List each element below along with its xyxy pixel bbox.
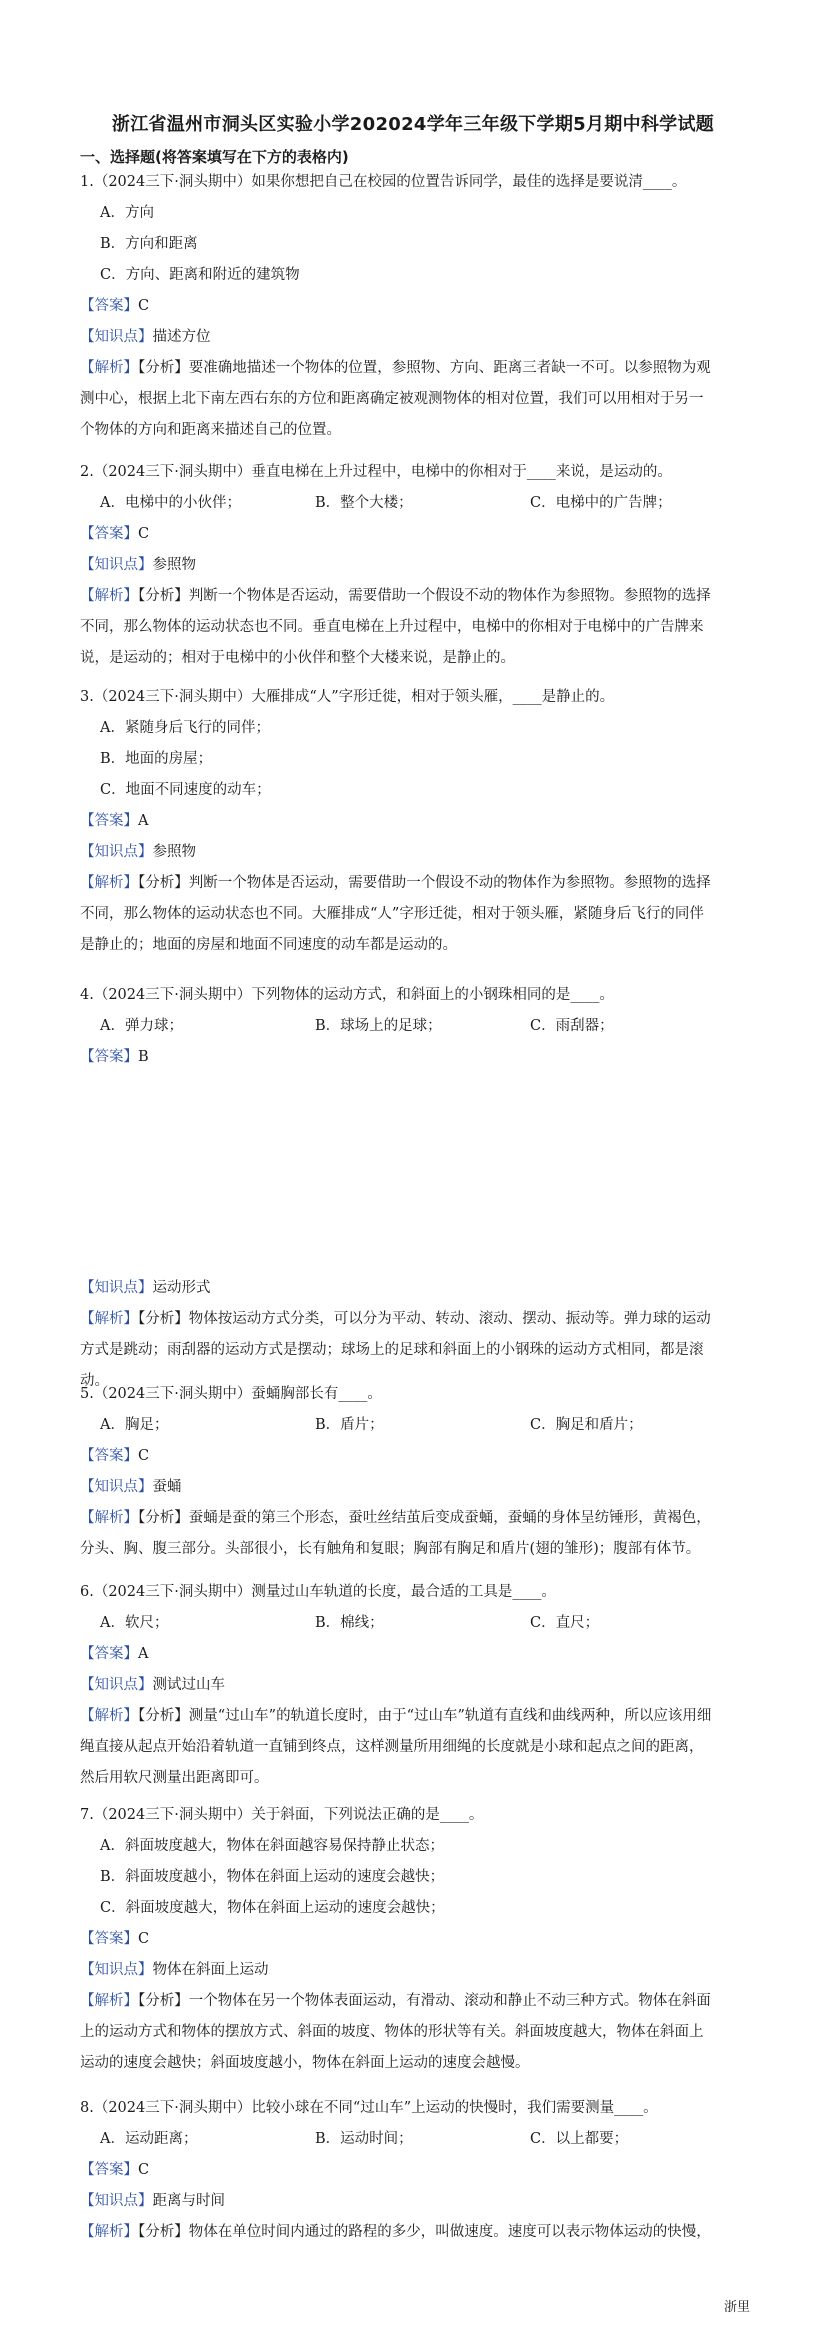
answer-option: B．盾片； (315, 1417, 384, 1433)
knowledge-line (80, 555, 196, 575)
analysis-line (80, 420, 341, 440)
knowledge-line (80, 842, 196, 862)
answer-value: C (138, 2162, 150, 2178)
knowledge-value: 蚕蛹 (152, 1479, 182, 1495)
knowledge-value: 参照物 (152, 557, 196, 573)
analysis-label: 【解析】 (80, 1708, 138, 1724)
analysis-text: 运动的速度会越快；斜面坡度越小，物体在斜面上运动的速度会越慢。 (80, 2055, 530, 2071)
answer-line (80, 1047, 149, 1067)
answer-option: A．方向 (100, 205, 154, 221)
answer-option: B．斜面坡度越小，物体在斜面上运动的速度会越快； (100, 1869, 445, 1885)
analysis-label: 【解析】 (80, 1993, 138, 2009)
analysis-sub-label: 【分析】 (138, 1708, 189, 1724)
analysis-line (80, 586, 711, 606)
knowledge-line (80, 1477, 182, 1497)
answer-label: 【答案】 (80, 1448, 138, 1464)
answer-option: A．胸足； (100, 1417, 169, 1433)
answer-label: 【答案】 (80, 526, 138, 542)
question-stem: 8.（2024三下·洞头期中）比较小球在不同“过山车”上运动的快慢时，我们需要测量____。 (80, 2100, 658, 2116)
answer-value: C (138, 1448, 150, 1464)
analysis-line (80, 358, 711, 378)
analysis-line (80, 1737, 704, 1757)
answer-label: 【答案】 (80, 1646, 138, 1662)
analysis-label: 【解析】 (80, 1510, 138, 1526)
analysis-text: 上的运动方式和物体的摆放方式、斜面的坡度、物体的形状等有关。斜面坡度越大，物体在斜面上 (80, 2024, 704, 2040)
analysis-text: 一个物体在另一个物体表面运动，有滑动、滚动和静止不动三种方式。物体在斜面 (188, 1993, 711, 2009)
analysis-line (80, 1991, 711, 2011)
answer-label: 【答案】 (80, 2162, 138, 2178)
analysis-line (80, 873, 711, 893)
analysis-text: 物体按运动方式分类，可以分为平动、转动、滚动、摆动、振动等。弹力球的运动 (188, 1311, 711, 1327)
analysis-text: 方式是跳动；雨刮器的运动方式是摆动；球场上的足球和斜面上的小钢珠的运动方式相同，都是滚 (80, 1342, 704, 1358)
answer-option: A．软尺； (100, 1615, 169, 1631)
analysis-line (80, 1539, 700, 1559)
knowledge-value: 测试过山车 (152, 1677, 225, 1693)
analysis-label: 【解析】 (80, 2224, 138, 2240)
answer-label: 【答案】 (80, 1049, 138, 1065)
analysis-text: 测量“过山车”的轨道长度时，由于“过山车”轨道有直线和曲线两种，所以应该用细 (188, 1708, 712, 1724)
analysis-text: 要准确地描述一个物体的位置，参照物、方向、距离三者缺一不可。以参照物为观 (188, 360, 711, 376)
analysis-line (80, 2222, 711, 2242)
knowledge-label: 【知识点】 (80, 2193, 153, 2209)
analysis-text: 蚕蛹是蚕的第三个形态，蚕吐丝结茧后变成蚕蛹，蚕蛹的身体呈纺锤形，黄褐色， (188, 1510, 711, 1526)
answer-line (80, 1446, 149, 1466)
knowledge-label: 【知识点】 (80, 557, 153, 573)
answer-value: C (138, 1931, 150, 1947)
answer-option: A．电梯中的小伙伴； (100, 495, 241, 511)
answer-option: C．地面不同速度的动车； (100, 782, 271, 798)
answer-option: B．方向和距离 (100, 236, 198, 252)
section-heading: 一、选择题(将答案填写在下方的表格内) (80, 148, 349, 166)
answer-option: C．方向、距离和附近的建筑物 (100, 267, 300, 283)
answer-label: 【答案】 (80, 298, 138, 314)
analysis-label: 【解析】 (80, 588, 138, 604)
analysis-text: 判断一个物体是否运动，需要借助一个假设不动的物体作为参照物。参照物的选择 (188, 875, 711, 891)
answer-option: B．棉线； (315, 1615, 384, 1631)
answer-option: A．斜面坡度越大，物体在斜面越容易保持静止状态； (100, 1838, 444, 1854)
answer-option: A．弹力球； (100, 1018, 183, 1034)
answer-label: 【答案】 (80, 813, 138, 829)
analysis-line (80, 2022, 704, 2042)
question-stem: 2.（2024三下·洞头期中）垂直电梯在上升过程中，电梯中的你相对于____来说，是运动的。 (80, 464, 672, 480)
analysis-line (80, 935, 457, 955)
analysis-label: 【解析】 (80, 875, 138, 891)
analysis-line (80, 1309, 711, 1329)
analysis-label: 【解析】 (80, 1311, 138, 1327)
analysis-text: 是静止的；地面的房屋和地面不同速度的动车都是运动的。 (80, 937, 457, 953)
knowledge-line (80, 1675, 225, 1695)
answer-value: C (138, 298, 150, 314)
answer-line (80, 1644, 148, 1664)
answer-option: C．雨刮器； (530, 1018, 614, 1034)
analysis-text: 不同，那么物体的运动状态也不同。垂直电梯在上升过程中，电梯中的你相对于电梯中的广告牌来 (80, 619, 704, 635)
answer-option: B．整个大楼； (315, 495, 413, 511)
analysis-line (80, 904, 704, 924)
knowledge-line (80, 2191, 225, 2211)
knowledge-label: 【知识点】 (80, 329, 153, 345)
answer-line (80, 2160, 149, 2180)
answer-option: A．运动距离； (100, 2131, 198, 2147)
answer-value: C (138, 526, 150, 542)
question-stem: 5.（2024三下·洞头期中）蚕蛹胸部长有____。 (80, 1386, 382, 1402)
answer-option: C．胸足和盾片； (530, 1417, 643, 1433)
knowledge-value: 物体在斜面上运动 (152, 1962, 269, 1978)
answer-line (80, 811, 148, 831)
knowledge-label: 【知识点】 (80, 1479, 153, 1495)
question-stem: 7.（2024三下·洞头期中）关于斜面，下列说法正确的是____。 (80, 1807, 484, 1823)
answer-value: A (138, 813, 149, 829)
knowledge-label: 【知识点】 (80, 1280, 153, 1296)
analysis-text: 然后用软尺测量出距离即可。 (80, 1770, 269, 1786)
answer-option: B．球场上的足球； (315, 1018, 442, 1034)
analysis-text: 分头、胸、腹三部分。头部很小，长有触角和复眼；胸部有胸足和盾片(翅的雏形)；腹部有体节。 (80, 1541, 701, 1557)
answer-line (80, 524, 149, 544)
analysis-sub-label: 【分析】 (138, 1311, 189, 1327)
analysis-text: 动。 (80, 1373, 109, 1389)
answer-option: C．电梯中的广告牌； (530, 495, 672, 511)
answer-line (80, 1929, 149, 1949)
analysis-text: 个物体的方向和距离来描述自己的位置。 (80, 422, 341, 438)
analysis-line (80, 1340, 704, 1360)
question-stem: 3.（2024三下·洞头期中）大雁排成“人”字形迁徙，相对于领头雁，____是静止的。 (80, 689, 615, 705)
analysis-text: 绳直接从起点开始沿着轨道一直铺到终点，这样测量所用细绳的长度就是小球和起点之间的距离， (80, 1739, 704, 1755)
analysis-text: 说，是运动的；相对于电梯中的小伙伴和整个大楼来说，是静止的。 (80, 650, 515, 666)
knowledge-line (80, 1960, 269, 1980)
analysis-sub-label: 【分析】 (138, 588, 189, 604)
analysis-text: 测中心，根据上北下南左西右东的方位和距离确定被观测物体的相对位置，我们可以用相对于另一 (80, 391, 704, 407)
page-title: 浙江省温州市洞头区实验小学202024学年三年级下学期5月期中科学试题 (111, 114, 715, 135)
answer-option: B．运动时间； (315, 2131, 413, 2147)
knowledge-value: 运动形式 (152, 1280, 211, 1296)
question-stem: 6.（2024三下·洞头期中）测量过山车轨道的长度，最合适的工具是____。 (80, 1584, 556, 1600)
answer-option: C．斜面坡度越大，物体在斜面上运动的速度会越快； (100, 1900, 445, 1916)
analysis-line (80, 1768, 269, 1788)
answer-option: C．以上都要； (530, 2131, 629, 2147)
knowledge-label: 【知识点】 (80, 1677, 153, 1693)
analysis-sub-label: 【分析】 (138, 875, 189, 891)
analysis-line (80, 1706, 711, 1726)
knowledge-label: 【知识点】 (80, 1962, 153, 1978)
analysis-line (80, 648, 515, 668)
analysis-sub-label: 【分析】 (138, 1510, 189, 1526)
answer-value: A (138, 1646, 149, 1662)
knowledge-value: 参照物 (152, 844, 196, 860)
question-stem: 4.（2024三下·洞头期中）下列物体的运动方式，和斜面上的小钢珠相同的是____。 (80, 987, 614, 1003)
knowledge-label: 【知识点】 (80, 844, 153, 860)
analysis-label: 【解析】 (80, 360, 138, 376)
answer-option: C．直尺； (530, 1615, 600, 1631)
analysis-line (80, 1508, 711, 1528)
knowledge-value: 描述方位 (152, 329, 211, 345)
analysis-line (80, 2053, 530, 2073)
answer-value: B (138, 1049, 149, 1065)
analysis-text: 不同，那么物体的运动状态也不同。大雁排成“人”字形迁徙，相对于领头雁，紧随身后飞行的同伴 (80, 906, 704, 922)
answer-option: B．地面的房屋； (100, 751, 213, 767)
analysis-text: 判断一个物体是否运动，需要借助一个假设不动的物体作为参照物。参照物的选择 (188, 588, 711, 604)
answer-label: 【答案】 (80, 1931, 138, 1947)
analysis-sub-label: 【分析】 (138, 360, 189, 376)
answer-option: A．紧随身后飞行的同伴； (100, 720, 270, 736)
knowledge-value: 距离与时间 (152, 2193, 225, 2209)
analysis-line (80, 617, 704, 637)
analysis-line (80, 389, 704, 409)
knowledge-line (80, 1278, 211, 1298)
page-footer: 浙里 (723, 2300, 750, 2315)
answer-line (80, 296, 149, 316)
analysis-text: 物体在单位时间内通过的路程的多少，叫做速度。速度可以表示物体运动的快慢， (188, 2224, 711, 2240)
knowledge-line (80, 327, 211, 347)
question-stem: 1.（2024三下·洞头期中）如果你想把自己在校园的位置告诉同学，最佳的选择是要说清____。 (80, 174, 687, 190)
analysis-sub-label: 【分析】 (138, 1993, 189, 2009)
analysis-sub-label: 【分析】 (138, 2224, 189, 2240)
